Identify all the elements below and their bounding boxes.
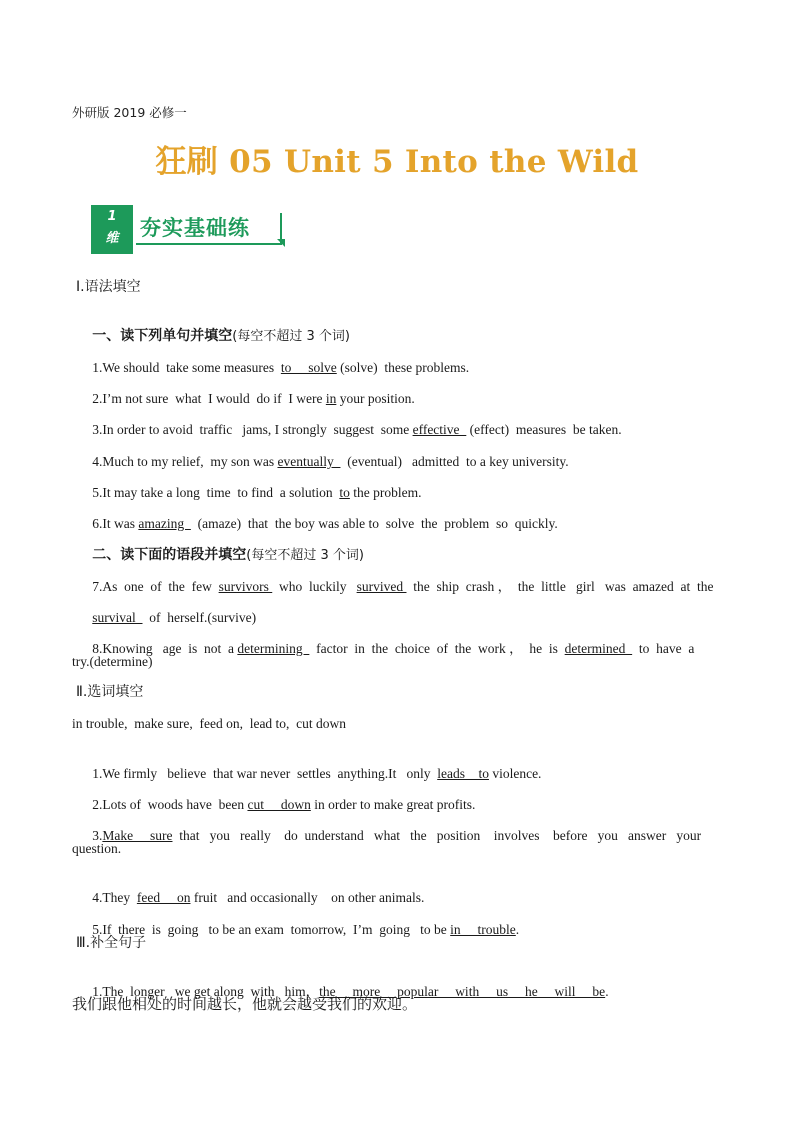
question-text: 8.Knowing age is not a (92, 641, 238, 656)
question-text: 4.They (92, 890, 137, 905)
badge-number: 1 (107, 209, 117, 224)
question-text: 4.Much to my relief, my son was (92, 454, 278, 469)
answer-blank: determining (237, 641, 310, 656)
part2-heading: 二、读下面的语段并填空 (92, 547, 247, 563)
answer-blank: survival (92, 610, 143, 625)
question-text: 1.We should take some measures (92, 360, 281, 375)
answer-blank: survivors (218, 579, 273, 594)
answer-blank: the more popular with us he will be (319, 984, 606, 999)
question-text: 5.If there is going to be an exam tomorrow, I’m going to be (92, 922, 451, 937)
question-2-8-line2: try.(determine) (72, 654, 153, 669)
question-text: 1.The longer we get along with him， (92, 984, 320, 999)
question-text: (amaze) that the boy was able to solve the problem so quickly. (190, 516, 558, 531)
answer-blank: effective (412, 422, 467, 437)
badge-number-box (91, 205, 133, 254)
answer-blank: feed on (136, 890, 191, 905)
question-text: violence. (488, 766, 542, 781)
question-text: . (605, 984, 609, 999)
page-title: 狂刷 05 Unit 5 Into the Wild (155, 144, 639, 180)
part2-note: (每空不超过 3 个词) (246, 548, 364, 563)
translation-text: 我们跟他相处的时间越长，他就会越受我们的欢迎。 (72, 995, 418, 1013)
part1-heading: 一、读下列单句并填空 (92, 328, 233, 344)
badge-corner-decoration (277, 239, 285, 247)
question-text: 7.As one of the few (92, 579, 219, 594)
badge-label: 夯实基础练 (136, 213, 282, 245)
word-bank: in trouble, make sure, feed on, lead to, cut down (72, 716, 347, 731)
answer-blank: to solve (280, 360, 337, 375)
question-text: (solve) these problems. (336, 360, 470, 375)
question-text: factor in the choice of the work ， he is (309, 641, 565, 656)
answer-blank: determined (564, 641, 633, 656)
question-text: your position. (336, 391, 415, 406)
question-text: fruit and occasionally on other animals. (190, 890, 425, 905)
question-text: 2.I’m not sure what I would do if I were (92, 391, 326, 406)
question-text: 3.In order to avoid traffic jams, I strongly suggest some (92, 422, 413, 437)
question-text: the problem. (349, 485, 422, 500)
question-text: of herself.(survive) (142, 610, 257, 625)
question-text: in order to make great profits. (310, 797, 476, 812)
section3-heading: Ⅲ.补全句子 (76, 935, 147, 951)
question-number: 3. (92, 828, 103, 843)
answer-blank: to (339, 485, 350, 500)
answer-blank: in (325, 391, 337, 406)
question-3-3-line2: question. (72, 841, 122, 856)
question-text: 2.Lots of woods have been (92, 797, 248, 812)
section-badge (91, 205, 285, 255)
answer-blank: survived (356, 579, 407, 594)
section1-heading: Ⅰ.语法填空 (76, 279, 141, 295)
edition-label: 外研版 2019 必修一 (72, 105, 187, 120)
badge-unit: 维 (105, 231, 119, 246)
answer-blank: leads to (437, 766, 489, 781)
answer-blank: cut down (247, 797, 311, 812)
question-text: 1.We firmly believe that war never settles anything.It only (92, 766, 438, 781)
question-text: the ship crash ， the little girl was amazed at the (406, 579, 714, 594)
part1-note: (每空不超过 3 个词) (232, 329, 350, 344)
question-text: who luckily (272, 579, 357, 594)
answer-blank: in trouble (450, 922, 516, 937)
section2-heading: Ⅱ.选词填空 (76, 684, 144, 700)
question-text: 5.It may take a long time to find a solution (92, 485, 340, 500)
answer-blank: amazing (138, 516, 191, 531)
answer-blank: Make sure (102, 828, 173, 843)
question-text: (eventual) admitted to a key university. (340, 454, 569, 469)
question-text: 6.It was (92, 516, 139, 531)
question-text: . (515, 922, 520, 937)
question-text: that you really do understand what the position involves before you answer your (172, 828, 702, 843)
question-text: to have a (632, 641, 695, 656)
answer-blank: eventually (277, 454, 341, 469)
question-text: (effect) measures be taken. (466, 422, 622, 437)
